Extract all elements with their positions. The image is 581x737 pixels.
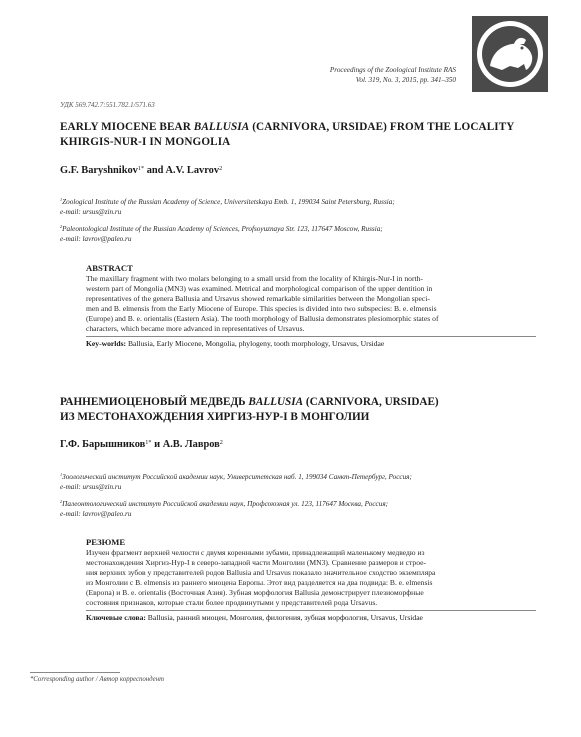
article-title-ru: РАННЕМИОЦЕНОВЫЙ МЕДВЕДЬ BALLUSIA (CARNIVORA, URSIDAE) ИЗ МЕСТОНАХОЖДЕНИЯ ХИРГИЗ-НУР-I В МОНГОЛИИ bbox=[60, 396, 439, 423]
keywords-en: Key-worlds: Ballusia, Early Miocene, Mongolia, phylogeny, tooth morphology, Ursavus, Ursidae bbox=[86, 339, 385, 349]
udk-code: УДК 569.742.7:551.782.1/571.63 bbox=[60, 101, 155, 109]
abstract-heading: ABSTRACT bbox=[86, 263, 133, 273]
divider-ru bbox=[86, 610, 536, 611]
journal-volume: Vol. 319, No. 3, 2015, pp. 341–350 bbox=[355, 75, 456, 84]
divider bbox=[86, 336, 536, 337]
zoological-institute-logo-icon bbox=[470, 14, 550, 94]
journal-name: Proceedings of the Zoological Institute RAS bbox=[329, 66, 456, 74]
abstract-body: The maxillary fragment with two molars belonging to a small ursid from the locality of Khirgis-Nur-I in north- western part of Mongolia (MN3) was examined. Metrical and morphological comparison of the upper dentition in representatives of the genera Ballusia and Ursavus showed remarkable similarities between the Mongolian speci- men and B. elmensis from the Early Miocene of Europe. This species is divided into two subspecies: B. e. elmensis (Europe) and B. e. orientalis (Eastern Asia). The tooth morphology of Ballusia demonstrates plesiomorphic states of characters, which became more advanced in representatives of Ursavus. bbox=[86, 274, 439, 333]
authors-ru: Г.Ф. Барышников$^{1*}$ и А.В. Лавров$^2$ bbox=[60, 439, 223, 450]
journal-info bbox=[290, 66, 456, 85]
affiliation-2-ru: $^2$Палеонтологический институт Российской академии наук, Профсоюзная ул. 123, 117647 Москва, Россия; e-mail: lavrov@paleo.ru bbox=[60, 499, 389, 518]
affiliation-1-ru: $^1$Зоологический институт Российской академии наук, Университетская наб. 1, 199034 Санкт-Петербург, Россия; e-mail: ursus@zin.ru bbox=[60, 472, 412, 491]
authors-en: G.F. Baryshnikov$^{1*}$ and A.V. Lavrov$^2$ bbox=[60, 165, 223, 176]
footnote: *Corresponding author / Автор корреспондент bbox=[30, 676, 164, 683]
footnote-divider bbox=[30, 672, 120, 673]
affiliation-2-en: $^2$Paleontological Institute of the Russian Academy of Sciences, Profsoyuznaya Str. 123, 117647 Moscow, Russia; e-mail: lavrov@paleo.ru bbox=[60, 224, 383, 243]
abstract-en bbox=[86, 263, 536, 349]
abstract-heading-ru: РЕЗЮМЕ bbox=[86, 537, 126, 547]
abstract-ru bbox=[86, 537, 536, 623]
affiliation-1-en: $^1$Zoological Institute of the Russian Academy of Science, Universitetskaya Emb. 1, 199034 Saint Petersburg, Russia; e-mail: ursus@zin.ru bbox=[60, 197, 395, 216]
keywords-ru: Ключевые слова: Ballusia, ранний миоцен, Монголия, филогения, зубная морфология, Ursavus, Ursidae bbox=[86, 613, 423, 623]
abstract-body-ru: Изучен фрагмент верхней челюсти с двумя коренными зубами, принадлежащий маленькому медведю из местонахождения Хиргиз-Нур-I в северо-западной части Монголии (MN3). Сравнение размеров и строе- ния верхних зубов у представителей родов Ballusia and Ursavus показало значительное сходство экземпляра из Монголии с B. elmensis из раннего миоцена Европы. Этот вид разделяется на два подвида: B. e. elmensis (Европа) и B. e. orientalis (Восточная Азия). Зубная морфология Ballusia демонстрирует плезиоморфные состояния признаков, которые стали более продвинутыми у представителей рода Ursavus. bbox=[86, 548, 436, 607]
article-title-en: EARLY MIOCENE BEAR BALLUSIA (CARNIVORA, URSIDAE) FROM THE LOCALITY KHIRGIS-NUR-I IN MONGOLIA bbox=[60, 121, 515, 148]
